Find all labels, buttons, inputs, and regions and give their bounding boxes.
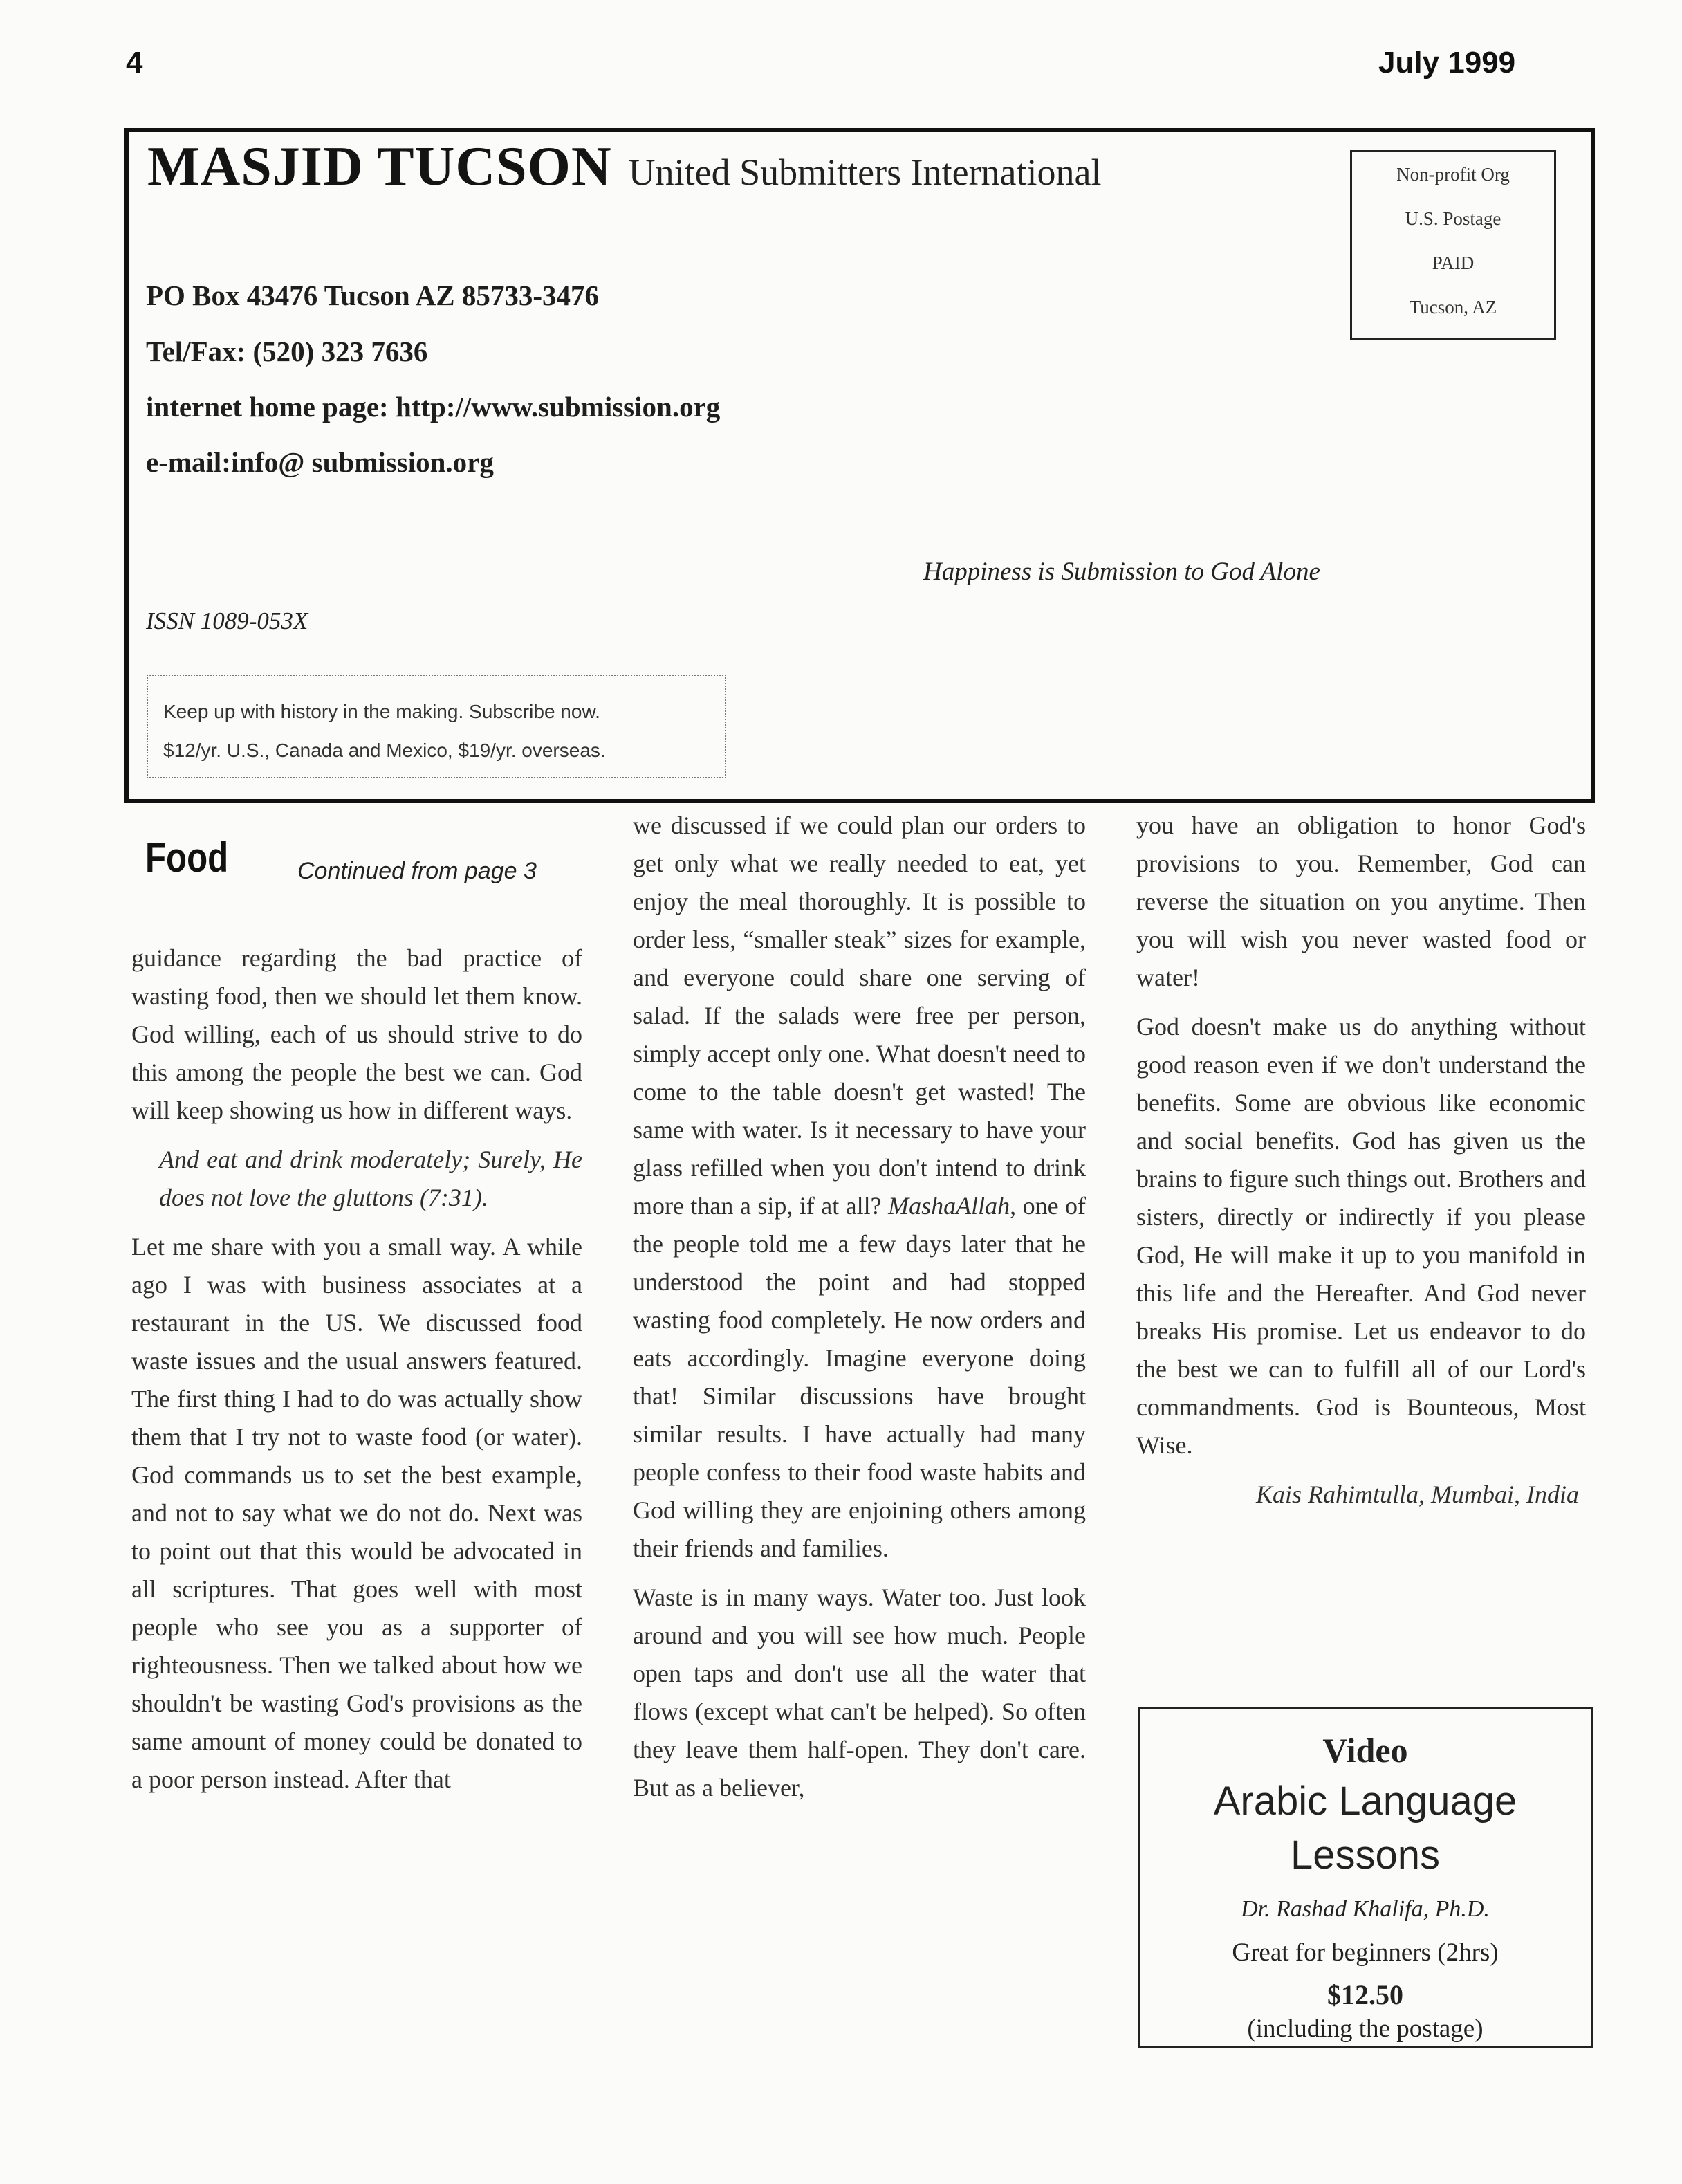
ad-price: $12.50 xyxy=(1327,1979,1403,2010)
author-signature: Kais Rahimtulla, Mumbai, India xyxy=(1256,1480,1579,1508)
continued-note: Continued from page 3 xyxy=(297,858,537,884)
organization-name: United Submitters International xyxy=(628,152,1102,193)
paragraph: Let me share with you a small way. A while ago I was with business associates at a restaurant in the US. We discussed food waste issues and the usual answers featured. The first thing I had to do was actually show them that I try not to waste food (or water). God commands us to set the best example, and not to say what we do not do. Next was to point out that this would be advocated in all scriptures. That goes well with most people who see you as a supporter of righteousness. Then we talked about how we shouldn't be wasting God's provisions as the same amount of money could be donated to a poor person instead. After that xyxy=(131,1233,582,1793)
ad-author: Dr. Rashad Khalifa, Ph.D. xyxy=(1241,1896,1490,1922)
quran-quote: And eat and drink moderately; Surely, He does not love the gluttons (7:31). xyxy=(159,1146,582,1211)
text-run: , one of the people told me a few days later that he understood the point and had stopped wasting food completely. He now orders and eats accordingly. Imagine everyone doing that! Similar discussions have brought similar results. I have actually had many people confess to their food waste habits and God willing they are enjoining others among their friends and families. xyxy=(633,1192,1086,1562)
video-ad xyxy=(1138,1707,1593,2048)
issn: ISSN 1089-053X xyxy=(146,607,308,634)
paragraph: Waste is in many ways. Water too. Just look around and you will see how much. People open taps and don't use all the water that flows (except what can't be helped). So often they leave them half-open. They don't care. But as a believer, xyxy=(633,1584,1086,1801)
ad-price-note: (including the postage) xyxy=(1247,2015,1484,2043)
tel-fax: Tel/Fax: (520) 323 7636 xyxy=(146,336,428,367)
ad-title: Video xyxy=(1322,1731,1408,1770)
ad-product-line1: Arabic Language xyxy=(1213,1779,1517,1824)
email: e-mail:info@ submission.org xyxy=(146,446,494,478)
home-page: internet home page: http://www.submission.org xyxy=(146,391,721,423)
text-run: we discussed if we could plan our orders to get only what we really needed to eat, yet enjoy the meal thoroughly. It is possible to order less, “smaller steak” sizes for example, and everyone could share one serving of salad. If the salads were free per person, simply accept only one. What doesn't need to come to the table doesn't get wasted! The same with water. Is it necessary to have your glass refilled when you don't intend to drink more than a sip, if at all? xyxy=(633,811,1086,1220)
paragraph: God doesn't make us do anything without good reason even if we don't understand the benefits. Some are obvious like economic and social benefits. God has given us the brains to figure such things out. Brothers and sisters, directly or indirectly if you please God, He will make it up to you manifold in this life and the Hereafter. And God never breaks His promise. Let us endeavor to do the best we can to fulfill all of our Lord's commandments. God is Bounteous, Most Wise. xyxy=(1136,1013,1586,1459)
postage-indicia xyxy=(1350,150,1556,340)
article-column-3 xyxy=(1136,807,1586,1525)
ad-description: Great for beginners (2hrs) xyxy=(1232,1938,1499,1967)
article-column-1 xyxy=(131,939,582,1810)
page-number: 4 xyxy=(126,46,143,80)
paragraph xyxy=(633,807,1086,1568)
ad-product-line2: Lessons xyxy=(1290,1833,1441,1878)
article-title: Food xyxy=(145,834,229,881)
issue-date: July 1999 xyxy=(1378,46,1516,80)
paragraph: guidance regarding the bad practice of wasting food, then we should let them know. God willing, each of us should strive to do this among the people the best we can. God will keep showing us how in different ways. xyxy=(131,944,582,1124)
emphasis: MashaAllah xyxy=(888,1192,1010,1220)
publication-name: MASJID TUCSON xyxy=(147,136,612,197)
subscribe-box xyxy=(147,675,726,778)
mailing-address: PO Box 43476 Tucson AZ 85733-3476 xyxy=(146,279,599,311)
subscribe-line: Keep up with history in the making. Subscribe now. xyxy=(163,701,600,722)
article-column-2 xyxy=(633,807,1086,1818)
masthead-title xyxy=(147,136,1102,199)
paragraph: you have an obligation to honor God's provisions to you. Remember, God can reverse the situation on you anytime. Then you will wish you never wasted food or water! xyxy=(1136,811,1586,991)
postage-line: U.S. Postage xyxy=(1405,208,1501,229)
postage-line: Tucson, AZ xyxy=(1409,297,1497,318)
postage-line: PAID xyxy=(1432,253,1475,273)
postage-line: Non-profit Org xyxy=(1396,164,1510,185)
subscribe-line: $12/yr. U.S., Canada and Mexico, $19/yr. overseas. xyxy=(163,740,606,761)
slogan: Happiness is Submission to God Alone xyxy=(923,558,1320,586)
